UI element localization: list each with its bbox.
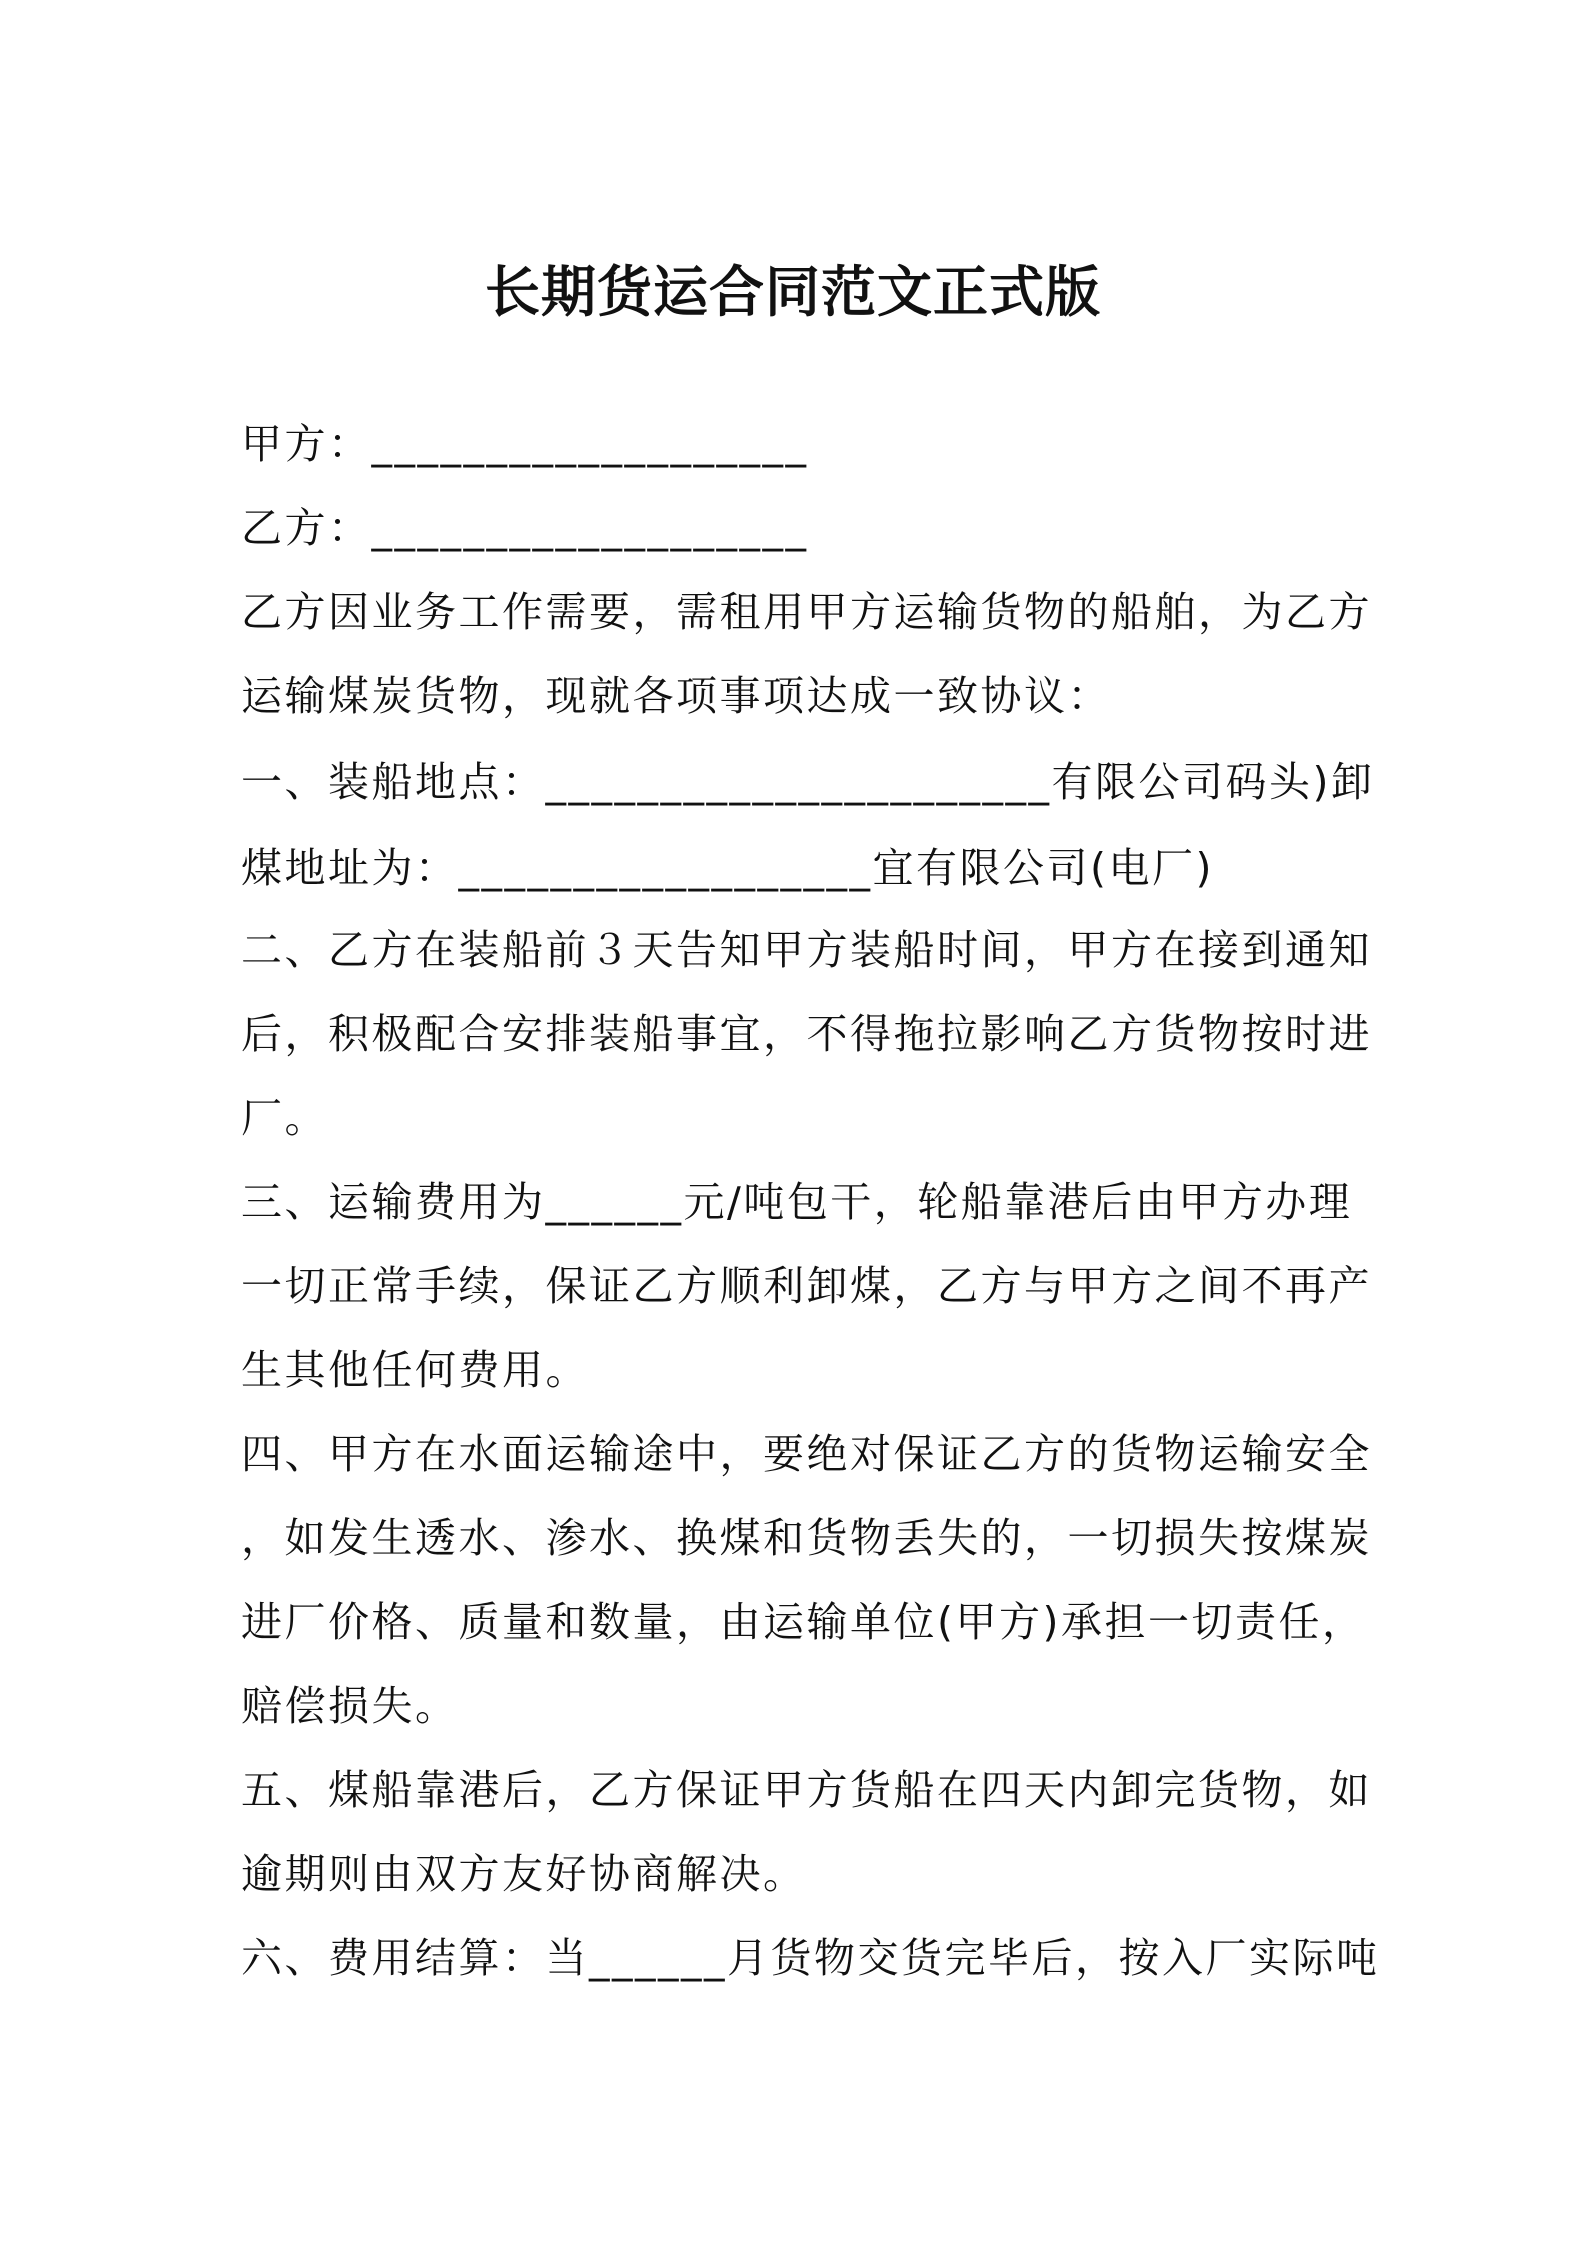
text-line: 逾期则由双方友好协商解决。 xyxy=(241,1850,807,1898)
text-line: 运输煤炭货物，现就各项事项达成一致协议： xyxy=(241,672,1111,720)
text-line: 后，积极配合安排装船事宜，不得拖拉影响乙方货物按时进 xyxy=(241,1010,1372,1058)
document-title: 长期货运合同范文正式版 xyxy=(484,260,1101,324)
text-line: 进厂价格、质量和数量，由运输单位(甲方)承担一切责任， xyxy=(241,1598,1366,1646)
party-b-line: 乙方：___________________ xyxy=(241,504,809,552)
text-line: 一切正常手续，保证乙方顺利卸煤，乙方与甲方之间不再产 xyxy=(241,1262,1372,1310)
text-line: 乙方因业务工作需要，需租用甲方运输货物的船舶，为乙方 xyxy=(241,588,1372,636)
clause-3-line: 三、运输费用为______元/吨包干，轮船靠港后由甲方办理 xyxy=(241,1178,1353,1226)
clause-2-line: 二、乙方在装船前３天告知甲方装船时间，甲方在接到通知 xyxy=(241,926,1372,974)
clause-1-line: 一、装船地点：______________________有限公司码头)卸 xyxy=(241,758,1375,806)
clause-4-line: 四、甲方在水面运输途中，要绝对保证乙方的货物运输安全 xyxy=(241,1430,1372,1478)
clause-5-line: 五、煤船靠港后，乙方保证甲方货船在四天内卸完货物，如 xyxy=(241,1766,1372,1814)
text-line: ，如发生透水、渗水、换煤和货物丢失的，一切损失按煤炭 xyxy=(241,1514,1372,1562)
text-line: 厂。 xyxy=(241,1094,328,1142)
text-line: 生其他任何费用。 xyxy=(241,1346,589,1394)
text-line: 赔偿损失。 xyxy=(241,1682,459,1730)
clause-6-line: 六、费用结算：当______月货物交货完毕后，按入厂实际吨 xyxy=(241,1934,1380,1982)
party-a-line: 甲方：___________________ xyxy=(241,420,809,468)
text-line: 煤地址为：__________________宜有限公司(电厂) xyxy=(241,844,1214,892)
